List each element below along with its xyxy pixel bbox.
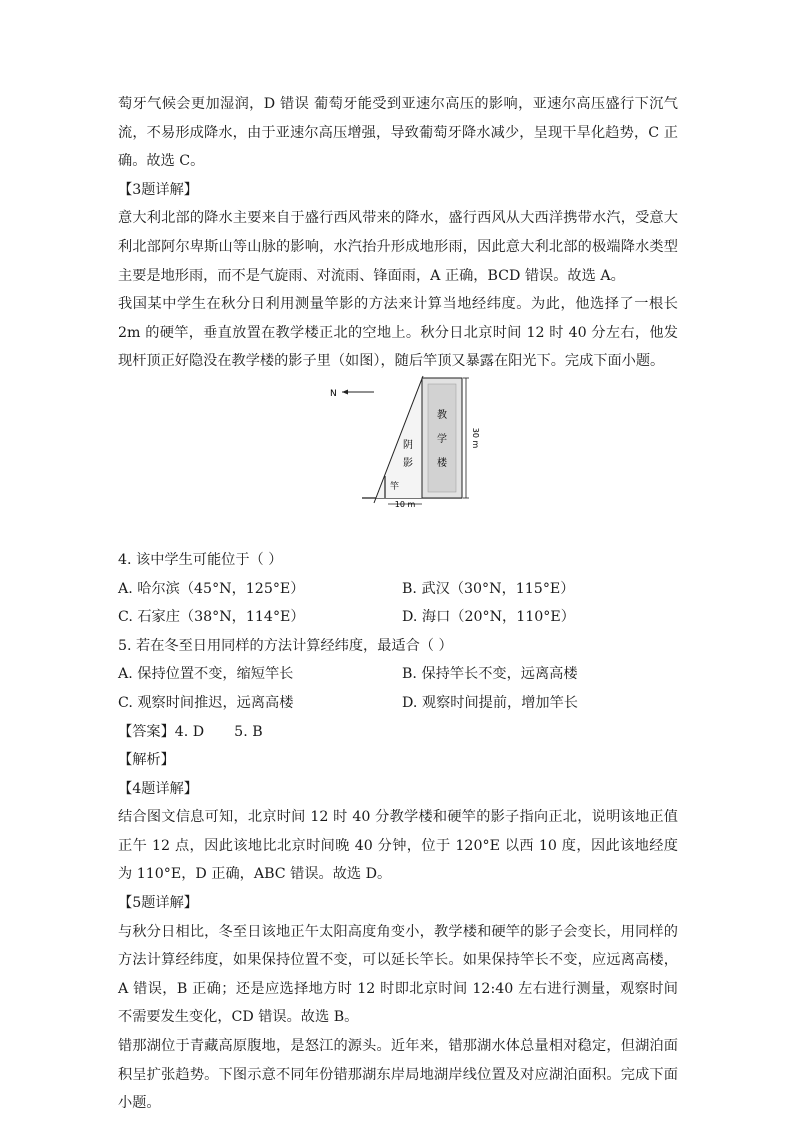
q4-option-d: D. 海口（20°N，110°E） xyxy=(402,609,575,626)
building-char-2: 学 xyxy=(437,433,447,445)
question-4-options-row2 xyxy=(118,603,678,632)
height-label: 30 m xyxy=(471,427,480,449)
q4-option-c: C. 石家庄（38°N，114°E） xyxy=(118,609,305,626)
north-label: N xyxy=(330,388,337,399)
paragraph-answer-continuation: 萄牙气候会更加湿润，D 错误 葡萄牙能受到亚速尔高压的影响，亚速尔高压盛行下沉气流，不易形成降水，由于亚速尔高压增强，导致葡萄牙降水减少，呈现干旱化趋势，C 正确。故选 C。 xyxy=(118,96,678,170)
building-char-1: 教 xyxy=(437,409,447,421)
analysis-heading: 【解析】 xyxy=(118,752,175,769)
paragraph-q3-explanation: 意大利北部的降水主要来自于盛行西风带来的降水，盛行西风从大西洋携带水汽，受意大利北部阿尔卑斯山等山脉的影响，水汽抬升形成地形雨，因此意大利北部的极端降水类型主要是地形雨，而不是气旋雨、对流雨、锋面雨，A 正确，BCD 错误。故选 A。 xyxy=(118,210,678,284)
q5-option-d: D. 观察时间提前，增加竿长 xyxy=(402,694,578,711)
pole-label: 竿 xyxy=(390,481,400,492)
question-4-options-row1 xyxy=(118,575,678,604)
heading-q3-detail: 【3题详解】 xyxy=(118,181,198,198)
answer-second: 5. B xyxy=(234,723,263,740)
paragraph-q4-explanation: 结合图文信息可知，北京时间 12 时 40 分教学楼和硬竿的影子指向正北，说明该地正值正午 12 点，因此该地比北京时间晚 40 分钟，位于 120°E 以西 10 度，因此该地经度为 110°E，D 正确，ABC 错误。故选 D。 xyxy=(118,809,678,883)
building-char-3: 楼 xyxy=(437,457,447,469)
q5-option-a: A. 保持位置不变，缩短竿长 xyxy=(118,666,294,683)
paragraph-next-intro: 错那湖位于青藏高原腹地，是怒江的源头。近年来，错那湖水体总量相对稳定，但湖泊面积呈扩张趋势。下图示意不同年份错那湖东岸局地湖岸线位置及对应湖泊面积。完成下面小题。 xyxy=(118,1038,678,1112)
heading-q4-detail: 【4题详解】 xyxy=(118,780,198,797)
heading-q5-detail: 【5题详解】 xyxy=(118,895,198,912)
paragraph-q5-explanation: 与秋分日相比，冬至日该地正午太阳高度角变小，教学楼和硬竿的影子会变长，用同样的方法计算经纬度，如果保持位置不变，可以延长竿长。如果保持竿长不变，应远离高楼，A 错误，B 正确；还是应选择地方时 12 时即北京时间 12:40 左右进行测量，观察时间不需要发生变化，CD 错误。故选 B。 xyxy=(118,923,678,1026)
answer-line xyxy=(118,718,678,747)
q4-option-b: B. 武汉（30°N，115°E） xyxy=(402,580,575,597)
q5-option-b: B. 保持竿长不变，远离高楼 xyxy=(402,666,578,683)
shadow-char-1: 阴 xyxy=(403,439,413,451)
question-5-options-row2 xyxy=(118,689,678,718)
document-page xyxy=(118,90,678,1118)
shadow-diagram-svg xyxy=(326,376,480,509)
question-5-stem: 5. 若在冬至日用同样的方法计算经纬度，最适合（ ） xyxy=(118,637,453,654)
q5-option-c: C. 观察时间推迟，远离高楼 xyxy=(118,694,294,711)
north-arrow-icon xyxy=(342,389,348,394)
paragraph-question-intro: 我国某中学生在秋分日利用测量竿影的方法来计算当地经纬度。为此，他选择了一根长 2m 的硬竿，垂直放置在教学楼正北的空地上。秋分日北京时间 12 时 40 分左右，他发现杆顶正好隐没在教学楼的影子里（如图），随后竿顶又暴露在阳光下。完成下面小题。 xyxy=(118,296,678,370)
width-label: 10 m xyxy=(394,499,416,509)
q4-option-a: A. 哈尔滨（45°N，125°E） xyxy=(118,580,305,597)
question-5-options-row1 xyxy=(118,660,678,689)
figure-shadow-diagram xyxy=(118,376,678,546)
question-4-stem: 4. 该中学生可能位于（ ） xyxy=(118,551,283,568)
answer-label: 【答案】4. D xyxy=(118,723,205,740)
shadow-char-2: 影 xyxy=(403,457,413,469)
